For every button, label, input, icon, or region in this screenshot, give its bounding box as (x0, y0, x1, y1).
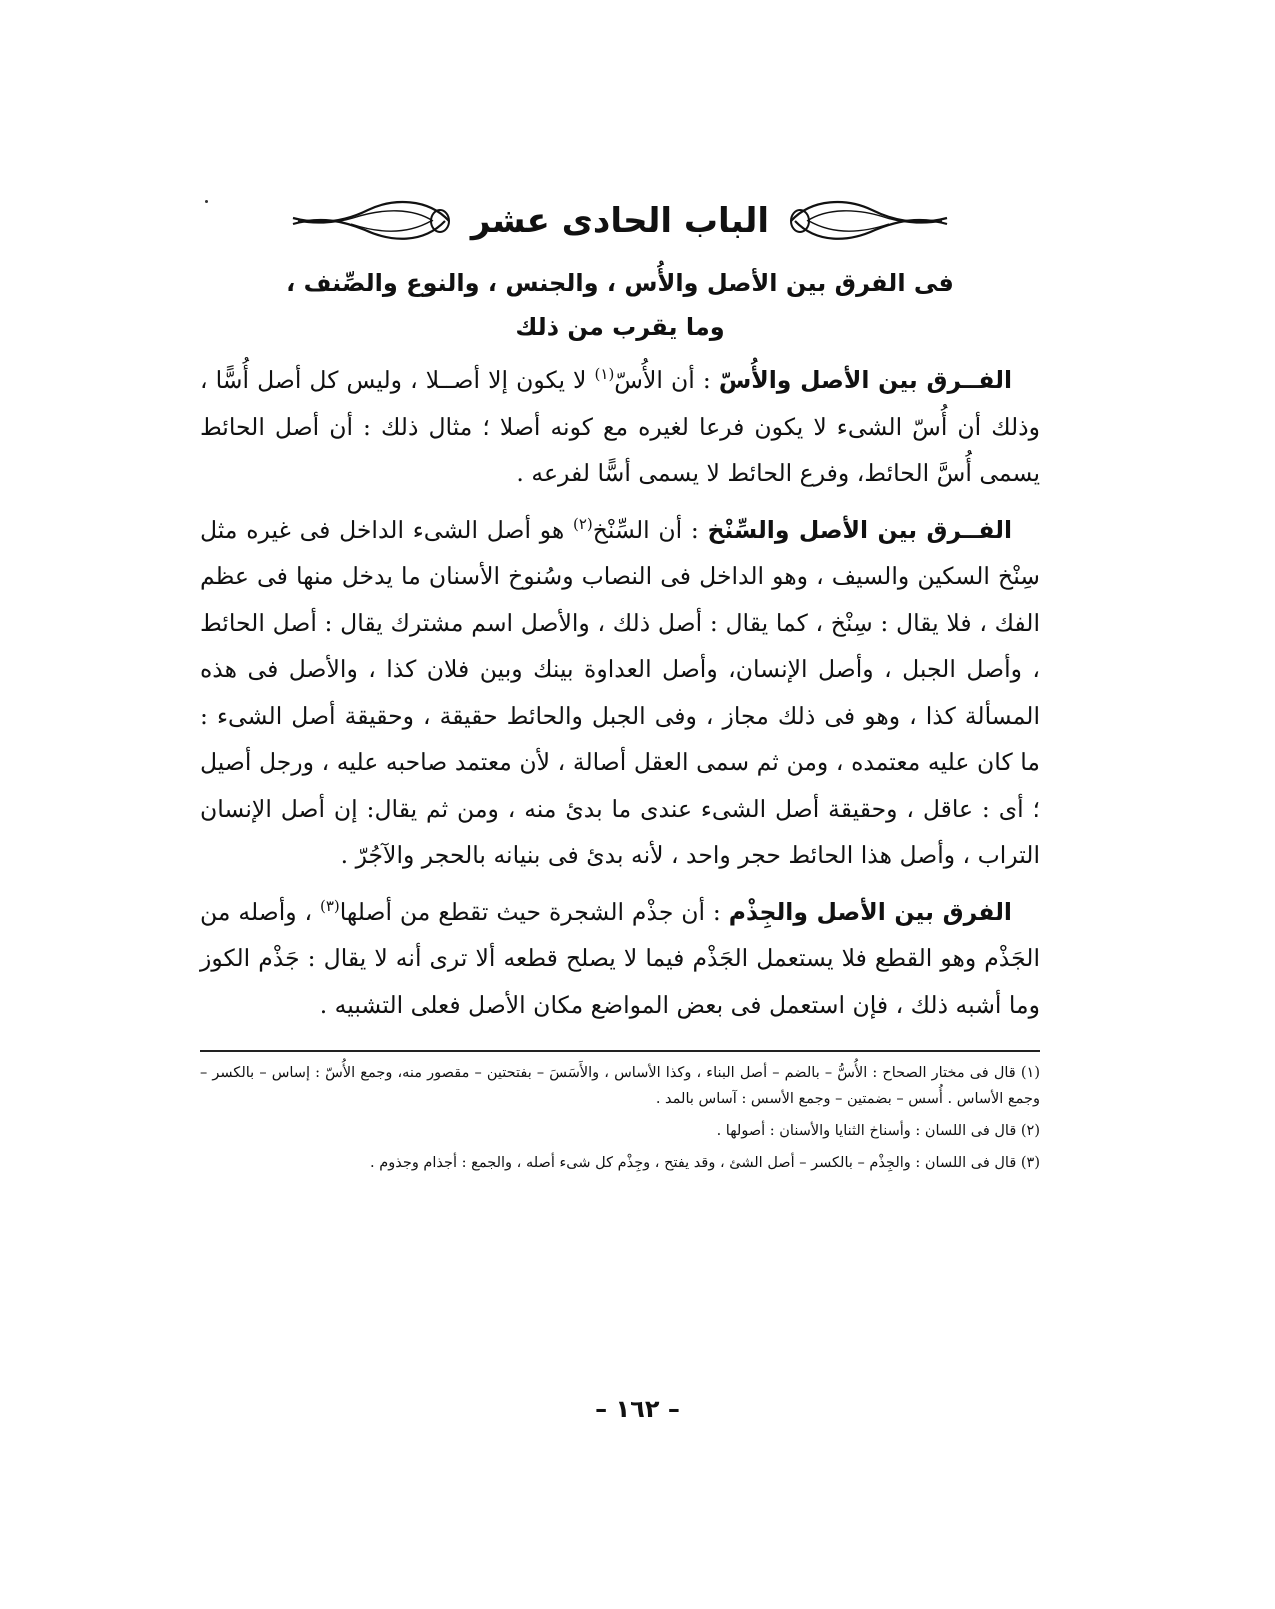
body-text (200, 357, 1040, 1028)
flourish-ornament-right (787, 196, 952, 246)
paragraph-text: : أن الأُسّ (614, 366, 719, 394)
paragraph-asl-jidhm (200, 889, 1040, 1029)
paragraph-heading: الفــرق بين الأصل والأُسّ (718, 366, 1013, 394)
chapter-title: الباب الحادى عشر (470, 201, 770, 241)
footnote-ref: (٢) (572, 514, 593, 533)
subtitle-line-2: وما يقرب من ذلك (515, 313, 725, 341)
paragraph-text: هو أصل الشىء الداخل فى غيره مثل سِنْخ السكين والسيف ، وهو الداخل فى النصاب وسُنوخ الأسنان ما يدخل منها فى عظم الفك ، فلا يقال : سِنْخ ، كما يقال : أصل ذلك ، والأصل اسم مشترك يقال : أصل الحائط ، وأصل الجبل ، وأصل الإنسان، وأصل العداوة بينك وبين فلان كذا ، والأصل فى هذه المسألة كذا ، وهو فى ذلك مجاز ، وفى الجبل والحائط حقيقة ، وحقيقة أصل الشىء : ما كان عليه معتمده ، ومن ثم سمى العقل أصالة ، لأن معتمد صاحبه عليه ، ورجل أصيل ؛ أى : عاقل ، وحقيقة أصل الشىء عندى ما بدئ منه ، ومن ثم يقال: إن أصل الإنسان التراب ، وأصل هذا الحائط حجر واحد ، لأنه بدئ فى بنيانه بالحجر والآجُرّ . (200, 515, 1040, 869)
chapter-heading (200, 185, 1040, 257)
footnote-1: (١) قال فى مختار الصحاح : الأُسُّ – بالضم – أصل البناء ، وكذا الأساس ، والأَسَسَ – بفتحتين – مقصور منه، وجمع الأُسّ : إساس – بالكسر – وجمع الأساس . أُسس – بضمتين – وجمع الأسس : آساس بالمد . (200, 1065, 1040, 1107)
footnote-ref: (٣) (319, 896, 340, 915)
footnotes (200, 1050, 1040, 1176)
footnote-ref: (١) (594, 365, 615, 384)
footnote-3: (٣) قال فى اللسان : والجِذْم – بالكسر – أصل الشئ ، وقد يفتح ، وجِذْم كل شىء أصله ، والجمع : أجذام وجذوم . (370, 1155, 1040, 1171)
flourish-ornament-left (288, 196, 453, 246)
page-number: – ١٦٢ – (595, 1395, 680, 1423)
footnote-2: (٢) قال فى اللسان : وأسناخ الثنايا والأسنان : أصولها . (716, 1123, 1040, 1139)
paragraph-asl-uss (200, 357, 1040, 497)
paragraph-heading: الفــرق بين الأصل والسِّنْخ (707, 515, 1012, 544)
page-content (200, 185, 1040, 1182)
chapter-subtitle (200, 261, 1040, 349)
paragraph-text: : أن السِّنْخ (592, 515, 708, 544)
paragraph-text: ، وأصله من الجَذْم وهو القطع فلا يستعمل الجَذْم فيما لا يصلح قطعه ألا ترى أنه لا يقال : جَذْم الكوز وما أشبه ذلك ، فإن استعمل فى بعض المواضع مكان الأصل فعلى التشبيه . (200, 897, 1040, 1019)
subtitle-line-1: فى الفرق بين الأصل والأُس ، والجنس ، والنوع والصِّنف ، (286, 269, 954, 297)
paragraph-heading: الفرق بين الأصل والجِذْم (728, 897, 1012, 926)
paragraph-text: : أن جذْم الشجرة حيث تقطع من أصلها (339, 897, 729, 926)
paragraph-asl-sinkh (200, 507, 1040, 879)
paragraph-text: لا يكون إلا أصــلا ، وليس كل أصل أُسًّا ، وذلك أن أُسّ الشىء لا يكون فرعا لغيره مع كونه أصلا ؛ مثال ذلك : أن أصل الحائط يسمى أُسَّ الحائط، وفرع الحائط لا يسمى أسًّا لفرعه . (200, 366, 1040, 487)
